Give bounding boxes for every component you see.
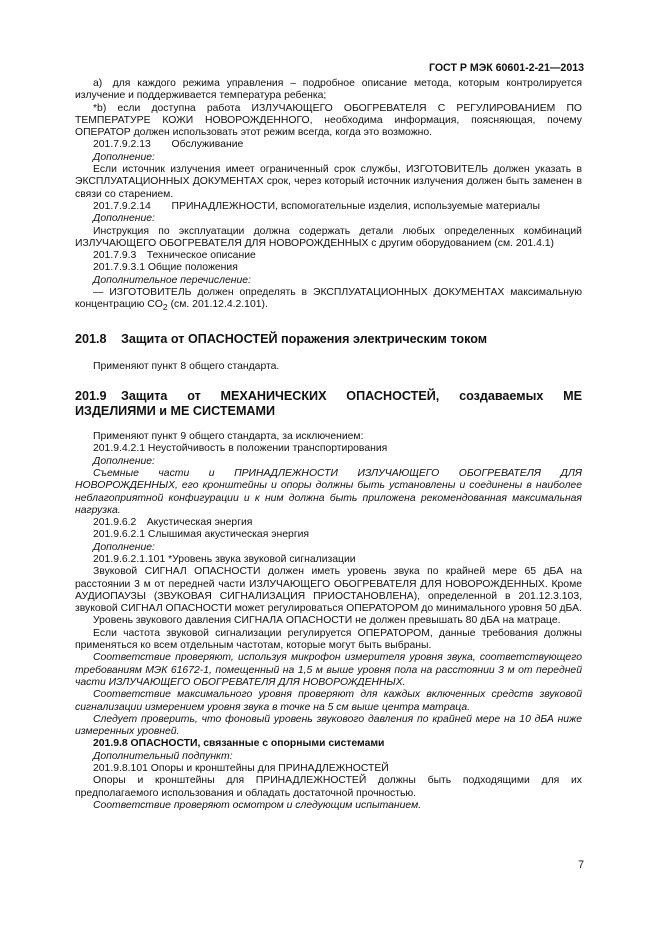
list-item-text-tail: (см. 201.12.4.2.101).: [167, 299, 268, 311]
section-title: Защита от МЕХАНИЧЕСКИХ ОПАСНОСТЕЙ, создаваемых МЕ ИЗДЕЛИЯМИ и МЕ СИСТЕМАМИ: [75, 389, 582, 419]
addition-label: Дополнение:: [93, 151, 155, 163]
additional-subclause-label: Дополнительный подпункт:: [93, 750, 233, 762]
paragraph: Соответствие проверяют осмотром и следующим испытанием.: [93, 799, 422, 811]
paragraph: Применяют пункт 8 общего стандарта.: [93, 360, 280, 372]
section-heading-201-9: [75, 389, 582, 419]
section-title: Защита от ОПАСНОСТЕЙ поражения электрическим током: [121, 331, 488, 346]
document-body: [75, 78, 582, 812]
clause-heading: 201.7.9.3 Техническое описание: [93, 250, 256, 262]
paragraph: Применяют пункт 9 общего стандарта, за исключением:: [93, 431, 364, 443]
paragraph: Соответствие проверяют, используя микрофон измерителя уровня звука, соответствующего требованиям МЭК 61672-1, помещенный на 1,5 м выше уровня пола на расстоянии 3 м от передней части ИЗЛУЧАЮЩЕГО ОБОГРЕВАТЕЛЯ ДЛЯ НОВОРОЖДЕННЫХ.: [75, 652, 582, 688]
page-number: 7: [578, 859, 584, 871]
list-item: [75, 287, 582, 314]
paragraph: а) для каждого режима управления – подробное описание метода, которым контролируется излучение и поддерживается температура ребенка;: [75, 78, 582, 102]
paragraph: Опоры и кронштейны для ПРИНАДЛЕЖНОСТЕЙ должны быть подходящими для их предполагаемого использования и обладать достаточной прочностью.: [75, 775, 582, 799]
clause-heading-bold: 201.9.8 ОПАСНОСТИ, связанные с опорными системами: [93, 738, 385, 750]
clause-heading: 201.7.9.2.13 Обслуживание: [93, 139, 244, 151]
addition-label: Дополнение:: [93, 541, 155, 553]
paragraph: Соответствие максимального уровня проверяют для каждых включенных средств звуковой сигнализации измерением уровня звука в точке на 5 см выше центра матраца.: [75, 689, 582, 713]
paragraph: Съемные части и ПРИНАДЛЕЖНОСТИ ИЗЛУЧАЮЩЕГО ОБОГРЕВАТЕЛЯ ДЛЯ НОВОРОЖДЕННЫХ, его кронштейны и опоры должны быть установлены и соединены в наиболее неблагоприятной конфигурации и к ним должна быть приложена рекомендованная максимальная нагрузка.: [75, 467, 582, 516]
clause-heading: 201.7.9.2.14 ПРИНАДЛЕЖНОСТИ, вспомогательные изделия, используемые материалы: [93, 200, 540, 212]
clause-heading: 201.9.6.2.1 Слышимая акустическая энергия: [93, 529, 310, 541]
list-item-text: — ИЗГОТОВИТЕЛЬ должен определять в ЭКСПЛУАТАЦИОННЫХ ДОКУМЕНТАХ максимальную концентрацию CO: [75, 287, 582, 311]
section-number: 201.8: [75, 331, 107, 346]
addition-label: Дополнение:: [93, 213, 155, 225]
clause-heading: 201.9.6.2.1.101 *Уровень звука звуковой сигнализации: [93, 553, 356, 565]
paragraph: Следует проверить, что фоновый уровень звукового давления по крайней мере на 10 дБА ниже измеренных уровней.: [75, 713, 582, 738]
additional-list-label: Дополнительное перечисление:: [93, 274, 251, 286]
clause-heading: 201.9.8.101 Опоры и кронштейны для ПРИНАДЛЕЖНОСТЕЙ: [93, 763, 389, 775]
paragraph: Уровень звукового давления СИГНАЛА ОПАСНОСТИ не должен превышать 80 дБА на матраце.: [93, 615, 561, 627]
subscript: 2: [162, 302, 168, 313]
paragraph: Если источник излучения имеет ограниченный срок службы, ИЗГОТОВИТЕЛЬ должен указать в ЭКСПЛУАТАЦИОННЫХ ДОКУМЕНТАХ срок, через который источник излучения должен быть заменен в связи со старением.: [75, 164, 582, 200]
paragraph: Звуковой СИГНАЛ ОПАСНОСТИ должен иметь уровень звука по крайней мере 65 дБА на расстоянии 3 м от передней части ИЗЛУЧАЮЩЕГО ОБОГРЕВАТЕЛЯ ДЛЯ НОВОРОЖДЕННЫХ. Кроме АУДИОПАУЗЫ (ЗВУКОВАЯ СИГНАЛИЗАЦИЯ ПРИОСТАНОВЛЕНА), определенной в 201.12.3.103, звуковой СИГНАЛ ОПАСНОСТИ может регулироваться ОПЕРАТОРОМ до минимального уровня 50 дБА.: [75, 566, 582, 615]
section-number: 201.9: [75, 389, 107, 404]
paragraph: Если частота звуковой сигнализации регулируется ОПЕРАТОРОМ, данные требования должны применяться ко всем отдельным частотам, которые могут быть выбраны.: [75, 627, 582, 652]
clause-heading: 201.7.9.3.1 Общие положения: [93, 262, 238, 274]
paragraph: *b) если доступна работа ИЗЛУЧАЮЩЕГО ОБОГРЕВАТЕЛЯ С РЕГУЛИРОВАНИЕМ ПО ТЕМПЕРАТУРЕ КОЖИ НОВОРОЖДЕННОГО, необходима информация, поясняющая, почему ОПЕРАТОР должен использовать этот режим всегда, когда это возможно.: [75, 102, 582, 139]
clause-heading: 201.9.4.2.1 Неустойчивость в положении транспортирования: [93, 443, 388, 455]
clause-heading: 201.9.6.2 Акустическая энергия: [93, 517, 253, 529]
section-heading-201-8: [75, 332, 582, 347]
addition-label: Дополнение:: [93, 455, 155, 467]
standard-header: ГОСТ Р МЭК 60601-2-21—2013: [428, 62, 584, 74]
paragraph: Инструкция по эксплуатации должна содержать детали любых определенных комбинаций ИЗЛУЧАЮЩЕГО ОБОГРЕВАТЕЛЯ ДЛЯ НОВОРОЖДЕННЫХ с другим оборудованием (см. 201.4.1): [75, 225, 582, 249]
